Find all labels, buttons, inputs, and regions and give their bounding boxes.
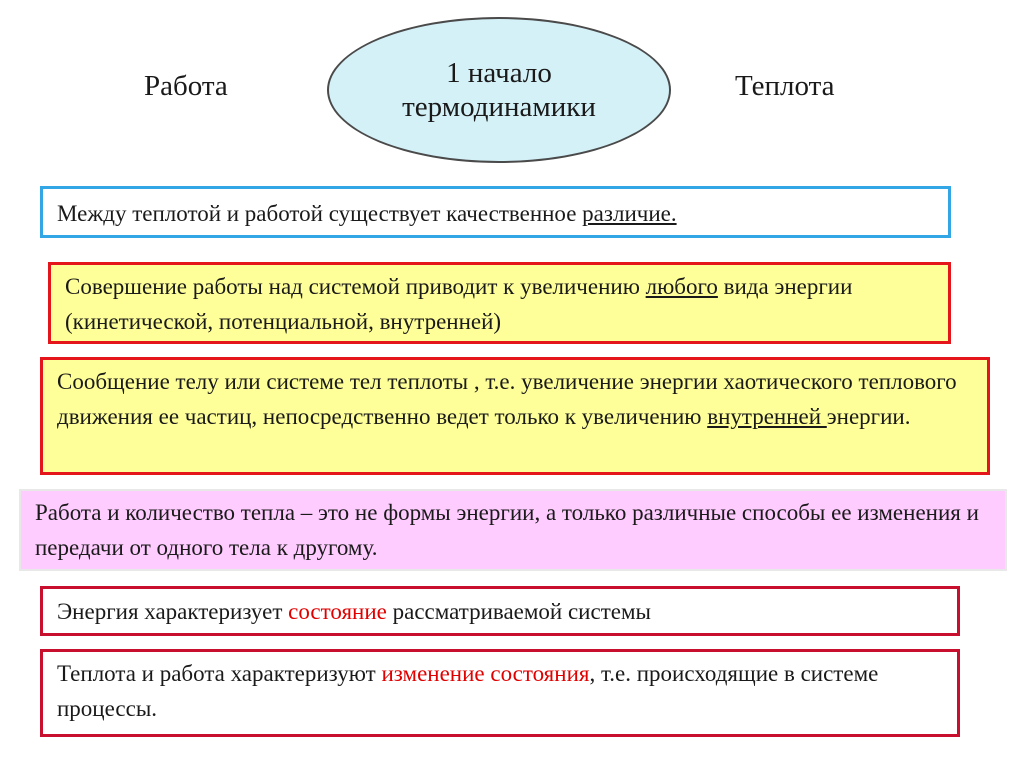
statement-energy-state [40, 586, 960, 636]
statement-text-after: энергии. [826, 404, 911, 429]
statement-text: Сообщение телу или системе тел теплоты , т.е. увеличение энергии хаотического теплового движения ее частиц, непосредственно ведет только к увеличению [57, 369, 957, 429]
statement-heat-work-change [40, 649, 960, 737]
statement-highlight: состояние [288, 599, 387, 624]
statement-text-after: вида энергии (кинетической, потенциальной, внутренней) [65, 274, 853, 334]
label-work: Работа [144, 70, 228, 102]
statement-underlined: различие. [582, 201, 677, 226]
statement-not-forms-of-energy [19, 489, 1007, 571]
title-line-2: термодинамики [402, 91, 596, 123]
title-ellipse [327, 17, 671, 163]
statement-underlined: любого [645, 274, 718, 299]
statement-text: Между теплотой и работой существует качественное [57, 201, 583, 226]
statement-underlined: внутренней [707, 404, 827, 429]
statement-qualitative-difference [40, 186, 951, 238]
statement-text: Теплота и работа характеризуют [57, 661, 382, 686]
statement-text: Работа и количество тепла – это не формы энергии, а только различные способы ее изменения и передачи от одного тела к другому. [35, 500, 979, 560]
statement-text: Совершение работы над системой приводит к увеличению [65, 274, 646, 299]
label-heat: Теплота [735, 70, 835, 102]
statement-text-after: рассматриваемой системы [386, 599, 651, 624]
title-line-1: 1 начало [446, 57, 552, 89]
statement-work-effect [48, 262, 951, 344]
statement-highlight: изменение состояния [381, 661, 590, 686]
statement-heat-effect [40, 357, 990, 475]
statement-text-after: , т.е. происходящие в системе процессы. [57, 661, 879, 721]
statement-text: Энергия характеризует [57, 599, 289, 624]
